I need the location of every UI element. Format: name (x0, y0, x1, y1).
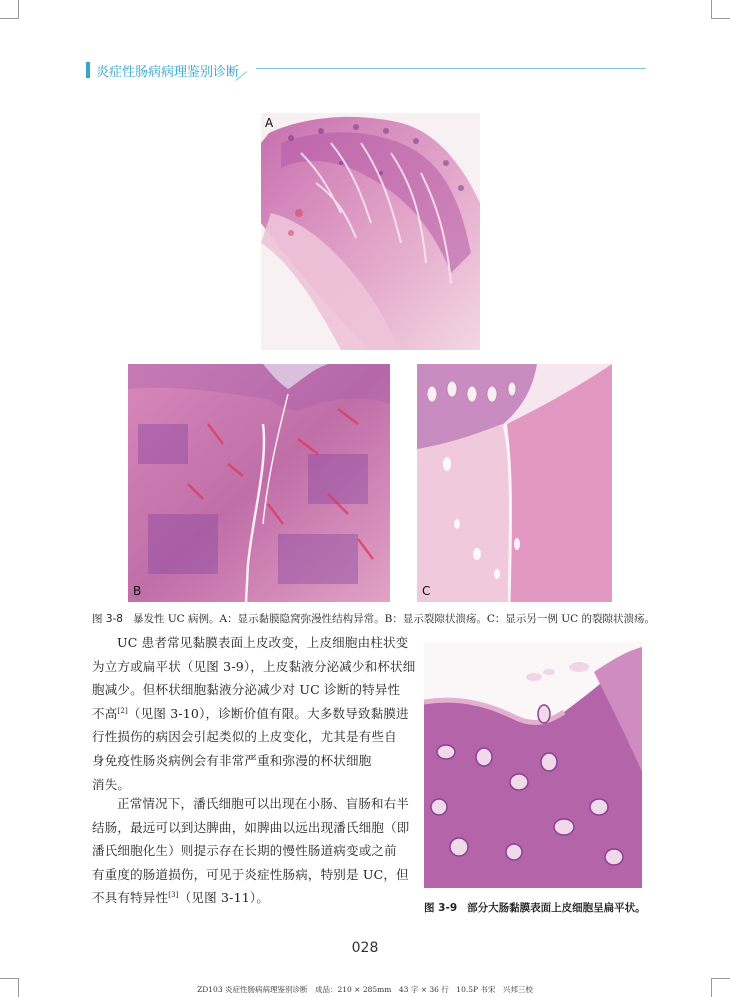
page-number: 028 (351, 940, 379, 956)
figure-3-8-panel-c (417, 364, 612, 602)
para2-line-part: （见图 3-11）。 (178, 890, 270, 906)
para2-line: 结肠，最远可以到达脾曲，如脾曲以远出现潘氏细胞（即 (92, 819, 410, 835)
figure-3-9-caption-text: 部分大肠黏膜表面上皮细胞呈扁平状。 (467, 902, 646, 914)
figure-3-9-caption (424, 900, 646, 915)
figure-3-8-caption (92, 612, 655, 626)
para1-line: 身免疫性肠炎病例会有非常严重和弥漫的杯状细胞 (92, 752, 372, 768)
para2-line-part: 不具有特异性 (92, 890, 169, 906)
para1-line: 为立方或扁平状（见图 3-9），上皮黏液分泌减少和杯状细 (92, 658, 416, 674)
figure-3-8-caption-number: 图 3-8 (92, 613, 123, 625)
para1-line-part: 不高 (92, 705, 118, 721)
figure-3-8-panel-b (128, 364, 390, 602)
para2-line: 有重度的肠道损伤，可见于炎症性肠病，特别是 UC，但 (92, 866, 409, 882)
para2-line: 正常情况下，潘氏细胞可以出现在小肠、盲肠和右半 (117, 796, 410, 811)
print-slug: ZD103 炎症性肠病病理鉴别诊断 成品：210 × 285mm 43 字 × 36 行 10.5P 书宋 兴邦三校 (197, 985, 533, 994)
para2-line: 潘氏细胞化生）则提示存在长期的慢性肠道病变或之前 (92, 843, 397, 859)
panel-label-b: B (133, 584, 142, 598)
header-title: 炎症性肠病病理鉴别诊断 (96, 65, 240, 80)
panel-label-c: C (422, 584, 431, 598)
para1-line: UC 患者常见黏膜表面上皮改变，上皮细胞由柱状变 (117, 635, 409, 650)
crop-mark-top-left (0, 0, 19, 19)
figure-3-9-caption-number: 图 3-9 (424, 902, 458, 914)
body-paragraph-2 (92, 792, 410, 910)
crop-mark-top-right (711, 0, 730, 19)
running-header (86, 58, 646, 82)
figure-3-8-panel-a (261, 113, 480, 350)
body-paragraph-1 (92, 631, 416, 796)
reference-marker: [3] (168, 891, 179, 900)
figure-3-9-image (424, 642, 642, 888)
reference-marker: [2] (117, 706, 128, 715)
para1-line: 行性损伤的病因会引起类似的上皮变化，尤其是有些自 (92, 729, 397, 745)
para1-line: 消失。 (92, 776, 131, 792)
para1-line-part: （见图 3-10），诊断价值有限。大多数导致黏膜进 (127, 705, 409, 721)
panel-label-a: A (265, 116, 274, 130)
header-accent-bar (86, 62, 90, 78)
header-rule (256, 68, 646, 69)
figure-3-8-caption-text: 暴发性 UC 病例。A：显示黏膜隐窝弥漫性结构异常。B：显示裂隙状溃疡。C：显示另一例 UC 的裂隙状溃疡。 (133, 613, 655, 625)
para1-line (92, 702, 410, 726)
para2-line (92, 886, 410, 910)
para1-line: 胞减少。但杯状细胞黏液分泌减少对 UC 诊断的特异性 (92, 682, 401, 698)
